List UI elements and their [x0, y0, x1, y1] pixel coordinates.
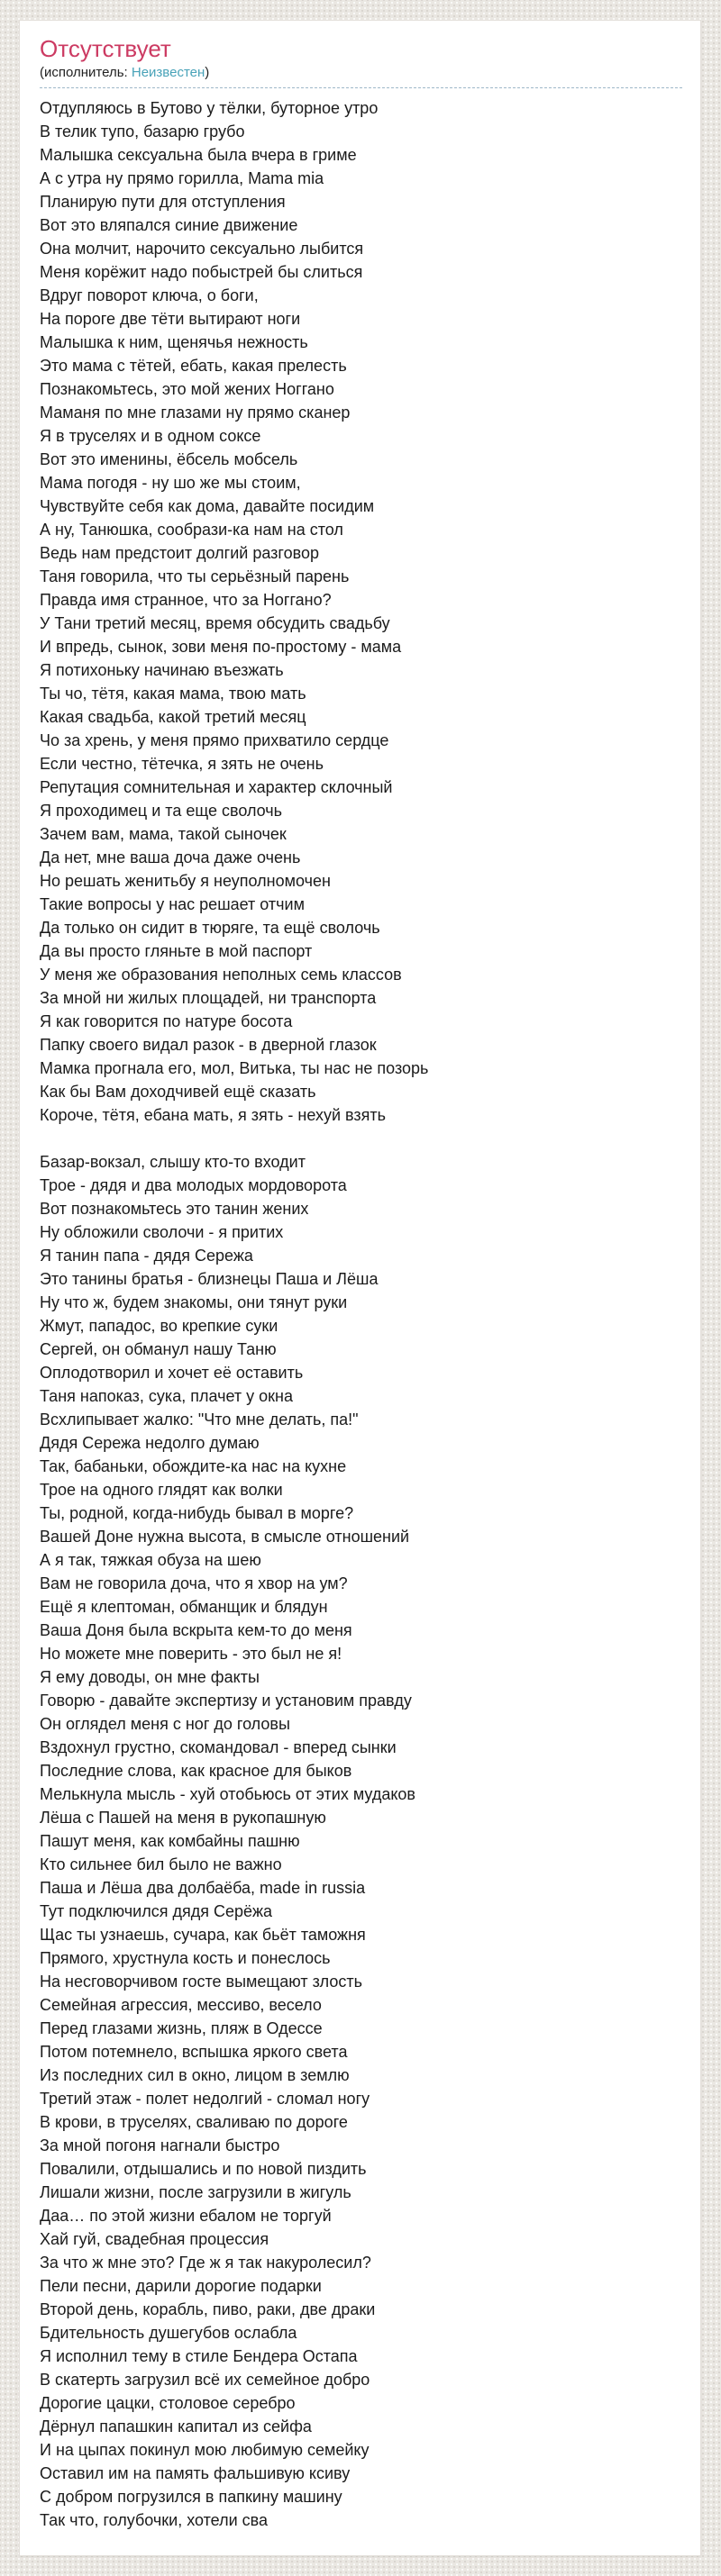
lyric-line: За мной ни жилых площадей, ни транспорта [40, 989, 377, 1007]
lyric-line: Говорю - давайте экспертизу и установим правду [40, 1692, 412, 1710]
lyric-line: Я как говорится по натуре босота [40, 1012, 293, 1030]
lyric-line: Мелькнула мысль - хуй отобьюсь от этих мудаков [40, 1785, 415, 1803]
lyrics-card [19, 20, 701, 2556]
lyric-line: На пороге две тёти вытирают ноги [40, 310, 301, 328]
lyric-line: Хай гуй, свадебная процессия [40, 2230, 269, 2248]
lyric-line: Вздохнул грустно, скомандовал - вперед сынки [40, 1738, 397, 1756]
lyric-line: Базар-вокзал, слышу кто-то входит [40, 1153, 306, 1171]
lyric-line: Чо за хрень, у меня прямо прихватило сердце [40, 731, 389, 749]
lyric-line: Трое на одного глядят как волки [40, 1481, 283, 1499]
lyric-line: Короче, тётя, ебана мать, я зять - нехуй взять [40, 1106, 387, 1124]
lyric-line: Как бы Вам доходчивей ещё сказать [40, 1083, 316, 1101]
lyric-line: Второй день, корабль, пиво, раки, две драки [40, 2300, 376, 2318]
lyric-line: И впредь, сынок, зови меня по-простому - мама [40, 638, 402, 656]
lyric-line: Вам не говорила доча, что я хвор на ум? [40, 1574, 348, 1592]
lyric-line: Даа… по этой жизни ебалом не торгуй [40, 2207, 332, 2225]
lyric-line: Третий этаж - полет недолгий - сломал ногу [40, 2090, 370, 2108]
lyric-line: Она молчит, нарочито сексуально лыбится [40, 240, 364, 258]
artist-link[interactable]: Неизвестен [131, 65, 205, 80]
lyric-line: Я потихоньку начинаю въезжать [40, 661, 284, 679]
lyric-line: Ты, родной, когда-нибудь бывал в морге? [40, 1504, 354, 1522]
lyric-line: Он оглядел меня с ног до головы [40, 1715, 290, 1733]
lyric-line: За мной погоня нагнали быстро [40, 2136, 280, 2154]
lyric-line: Мама погодя - ну шо же мы стоим, [40, 474, 301, 492]
lyric-line: Пашут меня, как комбайны пашню [40, 1832, 300, 1850]
lyric-line: Ну обложили сволочи - я притих [40, 1223, 284, 1241]
lyric-line: Папку своего видал разок - в дверной глазок [40, 1036, 377, 1054]
lyric-line: Жмут, пападос, во крепкие суки [40, 1317, 278, 1335]
lyric-line: Лишали жизни, после загрузили в жигуль [40, 2183, 351, 2201]
lyric-line: Лёша с Пашей на меня в рукопашную [40, 1809, 326, 1827]
lyric-line: Я ему доводы, он мне факты [40, 1668, 260, 1686]
lyrics-stanza-2 [40, 1150, 682, 2532]
lyric-line: Я исполнил тему в стиле Бендера Остапа [40, 2347, 358, 2365]
lyric-line: У меня же образования неполных семь классов [40, 966, 402, 984]
lyric-line: Паша и Лёша два долбаёба, made in russia [40, 1879, 366, 1897]
lyric-line: Щас ты узнаешь, сучара, как бьёт таможня [40, 1926, 366, 1944]
lyric-line: А с утра ну прямо горилла, Mama mia [40, 169, 324, 187]
lyric-line: Так что, голубочки, хотели сва [40, 2511, 269, 2529]
lyric-line: Вот это вляпался синие движение [40, 216, 298, 234]
lyric-line: Кто сильнее бил было не важно [40, 1855, 282, 1873]
lyric-line: Вашей Доне нужна высота, в смысле отношений [40, 1528, 410, 1546]
lyric-line: Вдруг поворот ключа, о боги, [40, 286, 259, 304]
lyric-line: Я проходимец и та еще сволочь [40, 802, 283, 820]
lyric-line: Планирую пути для отступления [40, 193, 286, 211]
lyric-line: Дёрнул папашкин капитал из сейфа [40, 2417, 312, 2435]
lyric-line: Это мама с тётей, ебать, какая прелесть [40, 357, 347, 375]
lyric-line: Повалили, отдышались и по новой пиздить [40, 2160, 367, 2178]
lyric-line: Да только он сидит в тюряге, та ещё сволочь [40, 919, 380, 937]
lyric-line: Но решать женитьбу я неуполномочен [40, 872, 331, 890]
lyric-line: Вот познакомьтесь это танин жених [40, 1200, 309, 1218]
lyric-line: Сергей, он обманул нашу Таню [40, 1340, 277, 1358]
artist-line [40, 62, 682, 88]
lyric-line: У Тани третий месяц, время обсудить свадьбу [40, 614, 390, 632]
lyric-line: Потом потемнело, вспышка яркого света [40, 2043, 348, 2061]
song-title: Отсутствует [40, 35, 171, 62]
lyric-line: Отдупляюсь в Бутово у тёлки, буторное утро [40, 99, 379, 117]
lyric-line: Если честно, тётечка, я зять не очень [40, 755, 324, 773]
lyric-line: Тут подключился дядя Серёжа [40, 1902, 273, 1920]
lyric-line: Трое - дядя и два молодых мордоворота [40, 1176, 347, 1194]
artist-label-prefix: (исполнитель: [40, 65, 132, 80]
lyric-line: Дорогие цацки, столовое серебро [40, 2394, 296, 2412]
lyric-line: Малышка к ним, щенячья нежность [40, 333, 308, 351]
lyric-line: Прямого, хрустнула кость и понеслось [40, 1949, 331, 1967]
lyric-line: Мамка прогнала его, мол, Витька, ты нас не позорь [40, 1059, 429, 1077]
lyric-line: Семейная агрессия, мессиво, весело [40, 1996, 322, 2014]
lyric-line: Ведь нам предстоит долгий разговор [40, 544, 319, 562]
lyric-line: За что ж мне это? Где ж я так накуролесил? [40, 2254, 371, 2272]
lyrics-text [40, 96, 682, 2532]
lyric-line: Из последних сил в окно, лицом в землю [40, 2066, 350, 2084]
lyric-line: А ну, Танюшка, сообрази-ка нам на стол [40, 521, 343, 539]
lyric-line: На несговорчивом госте вымещают злость [40, 1973, 362, 1991]
artist-label-suffix: ) [205, 65, 210, 80]
lyrics-card-content [20, 21, 700, 2532]
lyric-line: Так, бабаньки, обождите-ка нас на кухне [40, 1457, 347, 1475]
lyric-line: Репутация сомнительная и характер склочный [40, 778, 393, 796]
lyric-line: Познакомьтесь, это мой жених Ноггано [40, 380, 334, 398]
lyric-line: Такие вопросы у нас решает отчим [40, 895, 305, 913]
lyric-line: А я так, тяжкая обуза на шею [40, 1551, 261, 1569]
lyric-line: Ваша Доня была вскрыта кем-то до меня [40, 1621, 352, 1639]
lyric-line: Ну что ж, будем знакомы, они тянут руки [40, 1293, 348, 1311]
lyric-line: И на цыпах покинул мою любимую семейку [40, 2441, 370, 2459]
lyric-line: В крови, в труселях, сваливаю по дороге [40, 2113, 348, 2131]
lyric-line: Ещё я клептоман, обманщик и блядун [40, 1598, 328, 1616]
lyric-line: Перед глазами жизнь, пляж в Одессе [40, 2019, 323, 2037]
lyric-line: В скатерть загрузил всё их семейное добро [40, 2371, 370, 2389]
lyric-line: Какая свадьба, какой третий месяц [40, 708, 306, 726]
lyric-line: Бдительность душегубов ослабла [40, 2324, 297, 2342]
lyric-line: Зачем вам, мама, такой сыночек [40, 825, 287, 843]
lyric-line: Да нет, мне ваша доча даже очень [40, 848, 301, 866]
lyric-line: Дядя Сережа недолго думаю [40, 1434, 260, 1452]
lyric-line: Меня корёжит надо побыстрей бы слиться [40, 263, 363, 281]
lyric-line: Чувствуйте себя как дома, давайте посидим [40, 497, 375, 515]
lyric-line: Правда имя странное, что за Ноггано? [40, 591, 332, 609]
lyric-line: Оставил им на память фальшивую ксиву [40, 2464, 351, 2482]
lyric-line: Я танин папа - дядя Сережа [40, 1247, 253, 1265]
lyric-line: Всхлипывает жалко: "Что мне делать, па!" [40, 1410, 359, 1429]
lyric-line: С добром погрузился в папкину машину [40, 2488, 342, 2506]
lyric-line: Оплодотворил и хочет её оставить [40, 1364, 304, 1382]
lyric-line: Малышка сексуальна была вчера в гриме [40, 146, 357, 164]
lyric-line: Ты чо, тётя, какая мама, твою мать [40, 685, 306, 703]
lyric-line: В телик тупо, базарю грубо [40, 122, 245, 141]
lyric-line: Маманя по мне глазами ну прямо сканер [40, 404, 351, 422]
lyric-line: Таня напоказ, сука, плачет у окна [40, 1387, 293, 1405]
lyric-line: Это танины братья - близнецы Паша и Лёша [40, 1270, 379, 1288]
lyric-line: Пели песни, дарили дорогие подарки [40, 2277, 322, 2295]
lyric-line: Но можете мне поверить - это был не я! [40, 1645, 342, 1663]
lyric-line: Вот это именины, ёбсель мобсель [40, 450, 298, 468]
lyric-line: Да вы просто гляньте в мой паспорт [40, 942, 313, 960]
lyrics-stanza-1 [40, 96, 682, 1127]
lyric-line: Последние слова, как красное для быков [40, 1762, 352, 1780]
lyric-line: Таня говорила, что ты серьёзный парень [40, 567, 350, 585]
lyric-line: Я в труселях и в одном соксе [40, 427, 261, 445]
